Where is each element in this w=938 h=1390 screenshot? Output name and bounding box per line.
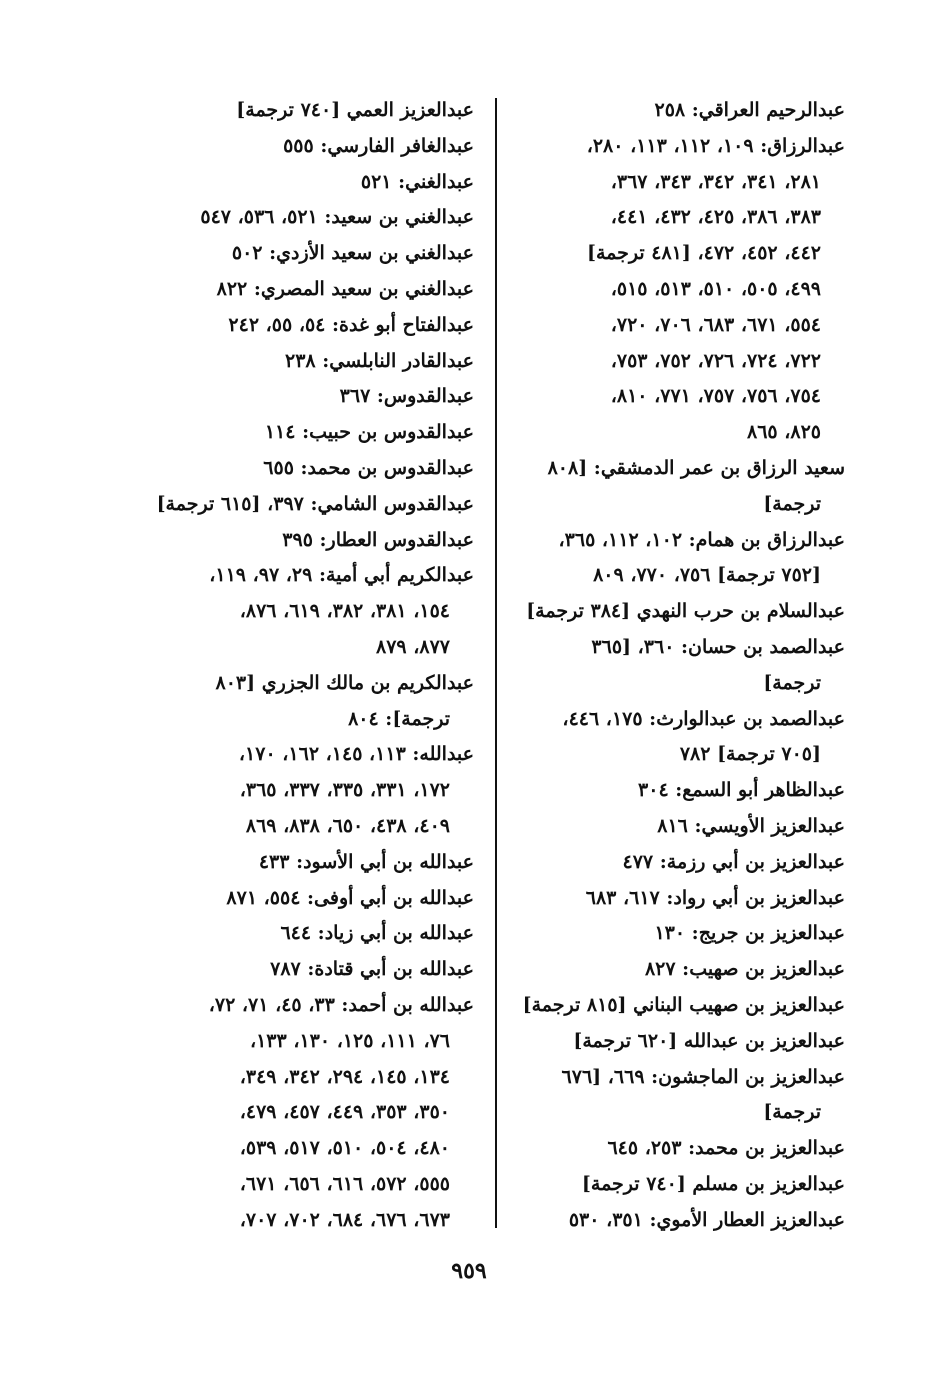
- index-entry-line: عبدالرحيم العراقي: ٢٥٨: [654, 99, 845, 121]
- index-entry-line: عبدالغني: ٥٢١: [360, 170, 474, 193]
- index-entry-line: عبدالعزيز بن الماجشون: ٦٦٩، [٦٧٦: [561, 1065, 845, 1088]
- index-entry-line: عبدالقدوس بن محمد: ٦٥٥: [263, 456, 474, 479]
- index-entry-line: ٦٧٣، ٦٧٦، ٦٨٤، ٧٠٢، ٧٠٧،: [239, 1208, 450, 1231]
- index-entry-line: عبدالعزيز الأويسي: ٨١٦: [657, 814, 845, 837]
- index-entry-line: ٤٤٢، ٤٥٢، ٤٧٢، [٤٨١ ترجمة]: [586, 242, 821, 265]
- index-entry-line: عبدالعزيز بن أبي رواد: ٦١٧، ٦٨٣: [585, 886, 845, 909]
- index-entry-line: عبدالرزاق: ١٠٩، ١١٢، ١١٣، ٢٨٠،: [586, 134, 845, 157]
- index-entry-line: ٣٨٣، ٣٨٦، ٤٢٥، ٤٣٢، ٤٤١،: [610, 206, 821, 229]
- index-entry-line: ٧٦، ١١١، ١٢٥، ١٣٠، ١٣٣،: [249, 1029, 450, 1052]
- index-entry-line: ٤٨٠، ٥٠٤، ٥١٠، ٥١٧، ٥٣٩،: [239, 1137, 450, 1160]
- index-entry-line: عبدالله بن أبي قتادة: ٧٨٧: [270, 958, 474, 981]
- index-entry-line: ٧٢٢، ٧٢٤، ٧٢٦، ٧٥٢، ٧٥٣،: [610, 349, 821, 372]
- index-entry-line: عبدالعزيز بن مسلم [٧٤٠ ترجمة]: [581, 1172, 845, 1195]
- index-entry-line: عبدالظاهر أبو السمع: ٣٠٤: [638, 779, 845, 802]
- index-entry-line: عبدالقدوس بن حبيب: ١١٤: [264, 421, 474, 444]
- index-entry-line: عبدالقادر النابلسي: ٢٣٨: [285, 349, 474, 372]
- index-entry-line: عبدالله بن أحمد: ٣٣، ٤٥، ٧١، ٧٢،: [208, 993, 474, 1016]
- index-entry-line: ترجمة]: [763, 1101, 821, 1124]
- index-entry-line: عبدالرزاق بن همام: ١٠٢، ١١٢، ٣٦٥،: [558, 528, 845, 551]
- index-entry-line: عبدالفتاح أبو غدة: ٥٤، ٥٥، ٢٤٢: [228, 313, 474, 336]
- index-entry-line: ١٧٢، ٣٣١، ٣٣٥، ٣٣٧، ٣٦٥،: [239, 779, 450, 802]
- index-entry-line: عبدالعزيز العمي [٧٤٠ ترجمة]: [236, 99, 474, 121]
- index-entry-line: [٧٥٢ ترجمة] ٧٥٦، ٧٧٠، ٨٠٩: [593, 564, 821, 587]
- index-entry-line: عبدالغافر الفارسي: ٥٥٥: [283, 134, 474, 157]
- index-entry-line: عبدالعزيز بن جريج: ١٣٠: [654, 922, 845, 945]
- index-entry-line: عبدالكريم بن مالك الجزري [٨٠٣: [215, 671, 474, 694]
- index-entry-line: عبدالصمد بن حسان: ٣٦٠، [٣٦٥: [591, 635, 845, 658]
- index-entry-line: عبدالله بن أبي الأسود: ٤٣٣: [258, 850, 474, 873]
- index-entry-line: ٣٥٠، ٣٥٣، ٤٤٩، ٤٥٧، ٤٧٩،: [239, 1101, 450, 1124]
- index-entry-line: ١٣٤، ١٤٥، ٢٩٤، ٣٤٢، ٣٤٩،: [239, 1065, 450, 1088]
- index-entry-line: عبدالكريم أبي أمية: ٢٩، ٩٧، ١١٩،: [209, 564, 474, 587]
- index-entry-line: عبدالغني بن سعيد: ٥٢١، ٥٣٦، ٥٤٧: [200, 206, 474, 229]
- index-entry-line: عبدالعزيز العطار الأموي: ٣٥١، ٥٣٠: [568, 1208, 845, 1231]
- index-entry-line: ٤٩٩، ٥٠٥، ٥١٠، ٥١٣، ٥١٥،: [610, 277, 821, 300]
- index-entry-line: ١٥٤، ٣٨١، ٣٨٢، ٦١٩، ٨٧٦،: [239, 600, 450, 623]
- index-entry-line: [٧٠٥ ترجمة] ٧٨٢: [679, 743, 821, 766]
- index-entry-line: عبدالعزيز بن محمد: ٢٥٣، ٦٤٥: [607, 1137, 845, 1160]
- index-entry-line: ٤٠٩، ٤٣٨، ٦٥٠، ٨٣٨، ٨٦٩: [245, 814, 450, 837]
- index-entry-line: ٨٧٧، ٨٧٩: [376, 635, 450, 658]
- index-entry-line: عبدالعزيز بن عبدالله [٦٢٠ ترجمة]: [573, 1029, 845, 1052]
- index-entry-line: ٢٨١، ٣٤١، ٣٤٢، ٣٤٣، ٣٦٧،: [610, 170, 821, 193]
- column-divider: [495, 98, 497, 1228]
- index-entry-line: عبدالغني بن سعيد الأزدي: ٥٠٢: [231, 242, 474, 265]
- index-entry-line: عبدالقدوس العطار: ٣٩٥: [282, 528, 474, 551]
- index-column-left: [150, 93, 474, 1239]
- index-entry-line: عبدالقدوس: ٣٦٧: [339, 385, 474, 408]
- index-entry-line: عبدالقدوس الشامي: ٣٩٧، [٦١٥ ترجمة]: [156, 492, 474, 515]
- index-column-right: [515, 93, 845, 1239]
- page-number: ٩٥٩: [451, 1258, 487, 1284]
- index-entry-line: ٧٥٤، ٧٥٦، ٧٥٧، ٧٧١، ٨١٠،: [610, 385, 821, 408]
- index-entry-line: ٥٥٥، ٥٧٢، ٦١٦، ٦٥٦، ٦٧١،: [239, 1172, 450, 1195]
- index-entry-line: ٨٢٥، ٨٦٥: [747, 421, 821, 444]
- index-entry-line: سعيد الرزاق بن عمر الدمشقي: [٨٠٨: [547, 456, 845, 479]
- index-entry-line: عبدالعزيز بن أبي رزمة: ٤٧٧: [622, 850, 845, 873]
- index-entry-line: عبدالعزيز بن صهيب: ٨٢٧: [644, 958, 845, 981]
- index-entry-line: عبدالله بن أبي زياد: ٦٤٤: [280, 922, 474, 945]
- index-entry-line: عبدالعزيز بن صهيب البناني [٨١٥ ترجمة]: [522, 993, 845, 1016]
- index-entry-line: عبدالسلام بن حرب النهدي [٣٨٤ ترجمة]: [526, 600, 845, 623]
- index-entry-line: ترجمة]: [763, 492, 821, 515]
- index-entry-line: ٥٥٤، ٦٧١، ٦٨٣، ٧٠٦، ٧٢٠،: [610, 313, 821, 336]
- index-entry-line: عبدالله بن أبي أوفى: ٥٥٤، ٨٧١: [226, 886, 474, 909]
- index-entry-line: عبدالله: ١١٣، ١٤٥، ١٦٢، ١٧٠،: [238, 743, 474, 766]
- index-entry-line: ترجمة]: [763, 671, 821, 694]
- index-entry-line: عبدالغني بن سعيد المصري: ٨٢٢: [216, 277, 474, 300]
- index-entry-line: ترجمة]: ٨٠٤: [348, 707, 450, 730]
- index-entry-line: عبدالصمد بن عبدالوارث: ١٧٥، ٤٤٦،: [562, 707, 845, 730]
